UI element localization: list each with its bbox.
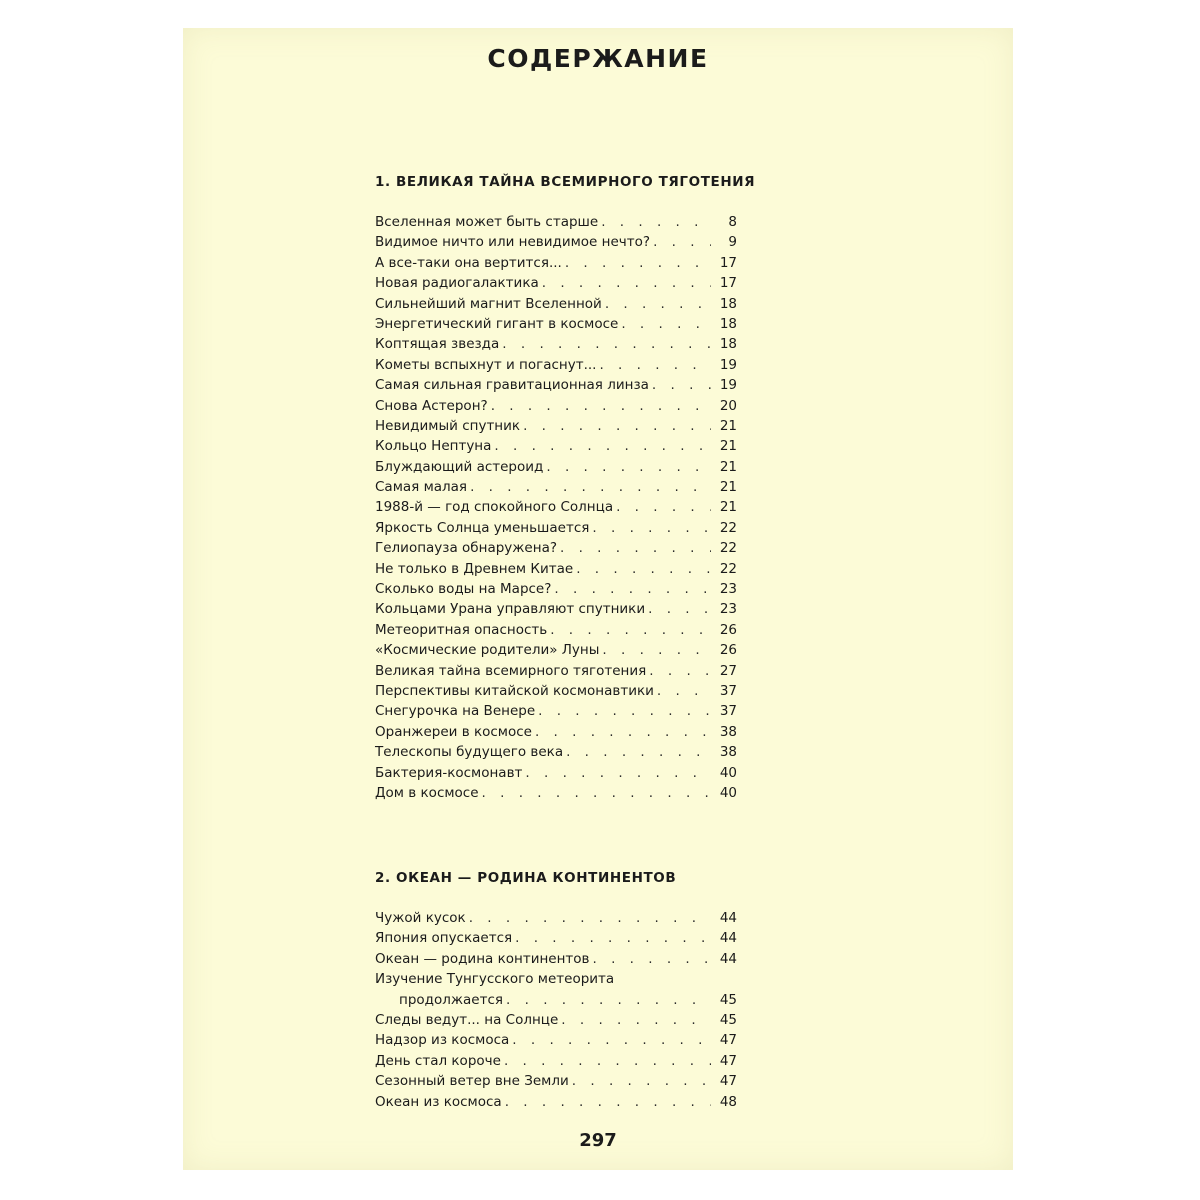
toc-entry — [375, 1071, 737, 1091]
dot-leader — [491, 396, 711, 416]
toc-entry — [375, 1030, 737, 1050]
page-title: СОДЕРЖАНИЕ — [487, 44, 709, 73]
toc-entry-page: 21 — [719, 438, 737, 455]
toc-entry-title: Новая радиогалактика — [375, 275, 539, 292]
toc-entry-title: Блуждающий астероид — [375, 458, 544, 475]
dot-leader — [538, 701, 711, 721]
dot-leader — [566, 742, 711, 762]
dot-leader — [648, 599, 711, 619]
toc-entry — [375, 538, 737, 558]
toc-entry — [375, 253, 737, 273]
toc-entry — [375, 579, 737, 599]
dot-leader — [542, 273, 711, 293]
dot-leader — [602, 640, 711, 660]
toc-entry-page: 44 — [719, 950, 737, 967]
dot-leader — [494, 436, 711, 456]
toc-entry-page: 45 — [719, 1011, 737, 1028]
dot-leader — [576, 559, 711, 579]
toc-entry-title: Самая малая — [375, 479, 468, 496]
toc-entry-page: 19 — [719, 377, 737, 394]
toc-section-2 — [375, 868, 737, 1112]
section-heading: 2. ОКЕАН — РОДИНА КОНТИНЕНТОВ — [375, 870, 677, 886]
toc-entry-page: 47 — [719, 1073, 737, 1090]
dot-leader — [653, 232, 711, 252]
dot-leader — [515, 928, 711, 948]
toc-entry — [375, 355, 737, 375]
toc-entry — [375, 701, 737, 721]
toc-entry-page: 22 — [719, 540, 737, 557]
toc-entry-page: 22 — [719, 519, 737, 536]
toc-entry-page: 20 — [719, 397, 737, 414]
toc-entry-page: 37 — [719, 682, 737, 699]
toc-entry-title: Кольцами Урана управляют спутники — [375, 601, 646, 618]
toc-entry-page: 40 — [719, 784, 737, 801]
toc-entry-page: 18 — [719, 336, 737, 353]
toc-entry-page: 48 — [719, 1093, 737, 1110]
toc-entry-title: Сезонный ветер вне Земли — [375, 1073, 569, 1090]
toc-entry-title: Яркость Солнца уменьшается — [375, 519, 590, 536]
toc-entry-page: 21 — [719, 479, 737, 496]
toc-entry — [375, 1051, 737, 1071]
dot-leader — [605, 294, 711, 314]
toc-entry-title: Сильнейший магнит Вселенной — [375, 295, 602, 312]
toc-entry — [375, 375, 737, 395]
toc-entry-title: Дом в космосе — [375, 784, 479, 801]
toc-entry-title: Метеоритная опасность — [375, 621, 548, 638]
toc-entry — [375, 396, 737, 416]
toc-entries — [375, 212, 737, 803]
dot-leader — [565, 253, 711, 273]
toc-entry-page: 47 — [719, 1032, 737, 1049]
toc-entry-title-cont: продолжается — [399, 991, 504, 1008]
dot-leader — [572, 1071, 711, 1091]
toc-entry-title: Великая тайна всемирного тяготения — [375, 662, 647, 679]
toc-entry-page: 8 — [728, 214, 737, 230]
toc-entry-title: 1988-й — год спокойного Солнца — [375, 499, 614, 516]
toc-entry-title: Следы ведут... на Солнце — [375, 1011, 559, 1028]
toc-entry — [375, 620, 737, 640]
toc-entry-title: Изучение Тунгусского метеорита — [375, 971, 615, 988]
toc-entry-page: 22 — [719, 560, 737, 577]
toc-entry — [375, 457, 737, 477]
toc-entry-title: Перспективы китайской космонавтики — [375, 682, 654, 699]
toc-entry-title: Коптящая звезда — [375, 336, 500, 353]
toc-entry-title: Оранжереи в космосе — [375, 723, 532, 740]
toc-entry-page: 18 — [719, 315, 737, 332]
toc-entry-title: Снова Астерон? — [375, 397, 488, 414]
toc-entry-title: Снегурочка на Венере — [375, 703, 536, 720]
toc-entry — [375, 518, 737, 538]
toc-entry-title: Энергетический гигант в космосе — [375, 315, 619, 332]
toc-entry — [375, 949, 737, 969]
toc-entry — [375, 1092, 737, 1112]
toc-entry-page: 21 — [719, 458, 737, 475]
toc-entry-title: Япония опускается — [375, 930, 513, 947]
dot-leader — [621, 314, 711, 334]
toc-entry — [375, 742, 737, 762]
dot-leader — [601, 212, 711, 232]
toc-entry-title: Океан — родина континентов — [375, 950, 590, 967]
toc-entry-page: 21 — [719, 417, 737, 434]
toc-entry — [375, 559, 737, 579]
dot-leader — [506, 990, 711, 1010]
toc-entry — [375, 661, 737, 681]
toc-entry — [375, 722, 737, 742]
toc-entry-title: Телескопы будущего века — [375, 744, 564, 761]
toc-entry-page: 17 — [719, 275, 737, 292]
dot-leader — [657, 681, 711, 701]
dot-leader — [550, 620, 711, 640]
page-number: 297 — [579, 1130, 617, 1151]
toc-entry — [375, 212, 737, 232]
toc-entry-page: 38 — [719, 723, 737, 740]
toc-entry-title: Самая сильная гравитационная линза — [375, 377, 649, 394]
toc-entry-page: 44 — [719, 930, 737, 947]
dot-leader — [535, 722, 711, 742]
toc-entry-title: Не только в Древнем Китае — [375, 560, 574, 577]
toc-entry-title: Чужой кусок — [375, 910, 466, 926]
dot-leader — [599, 355, 711, 375]
toc-entry-title: Гелиопауза обнаружена? — [375, 540, 558, 557]
dot-leader — [512, 1030, 711, 1050]
toc-entry-title: А все-таки она вертится... — [375, 254, 562, 271]
toc-entry — [375, 681, 737, 701]
toc-entry-title: Невидимый спутник — [375, 417, 521, 434]
toc-entry-page: 18 — [719, 295, 737, 312]
dot-leader — [652, 375, 711, 395]
toc-entry — [375, 314, 737, 334]
dot-leader — [505, 1092, 711, 1112]
toc-entry-page: 19 — [719, 356, 737, 373]
dot-leader — [525, 763, 711, 783]
dot-leader — [502, 334, 711, 354]
toc-entry-page: 38 — [719, 744, 737, 761]
toc-entry — [375, 334, 737, 354]
toc-entry-page: 26 — [719, 621, 737, 638]
dot-leader — [554, 579, 711, 599]
toc-entry-page: 23 — [719, 581, 737, 598]
toc-entry-title: Вселенная может быть старше — [375, 214, 599, 230]
dot-leader — [649, 661, 711, 681]
toc-entry-title: Видимое ничто или невидимое нечто? — [375, 234, 651, 251]
toc-entry — [375, 294, 737, 314]
toc-entry — [375, 908, 737, 928]
toc-entry — [375, 969, 737, 1010]
toc-entry — [375, 928, 737, 948]
toc-entry — [375, 273, 737, 293]
book-page — [183, 28, 1013, 1170]
toc-entry-page: 47 — [719, 1052, 737, 1069]
toc-entry — [375, 783, 737, 803]
toc-entry-page: 9 — [728, 234, 737, 251]
dot-leader — [560, 538, 711, 558]
toc-entry-page: 21 — [719, 499, 737, 516]
toc-entry — [375, 416, 737, 436]
toc-section-1 — [375, 172, 756, 803]
dot-leader — [561, 1010, 711, 1030]
dot-leader — [523, 416, 711, 436]
toc-entry-title: Кольцо Нептуна — [375, 438, 492, 455]
section-heading: 1. ВЕЛИКАЯ ТАЙНА ВСЕМИРНОГО ТЯГОТЕНИЯ — [375, 174, 756, 190]
toc-entry — [375, 1010, 737, 1030]
toc-entry-continuation — [375, 990, 737, 1010]
table-of-contents — [183, 28, 1013, 1170]
dot-leader — [616, 497, 711, 517]
toc-entry — [375, 640, 737, 660]
toc-entry-page: 45 — [719, 991, 737, 1008]
dot-leader — [593, 949, 711, 969]
toc-entry-page: 23 — [719, 601, 737, 618]
toc-entry-page: 17 — [719, 254, 737, 271]
toc-entry-title: «Космические родители» Луны — [375, 642, 600, 659]
dot-leader — [592, 518, 711, 538]
toc-entries — [375, 908, 737, 1112]
toc-entry-page: 37 — [719, 703, 737, 720]
dot-leader — [470, 477, 711, 497]
toc-entry — [375, 436, 737, 456]
toc-entry-title: Бактерия-космонавт — [375, 764, 523, 781]
toc-entry-title: Надзор из космоса — [375, 1032, 510, 1049]
toc-entry-page: 40 — [719, 764, 737, 781]
dot-leader — [482, 783, 711, 803]
toc-entry-title: Кометы вспыхнут и погаснут... — [375, 356, 597, 373]
toc-entry-page: 27 — [719, 662, 737, 679]
dot-leader — [469, 908, 711, 928]
toc-entry — [375, 497, 737, 517]
toc-entry — [375, 599, 737, 619]
toc-entry — [375, 763, 737, 783]
toc-entry-title: День стал короче — [375, 1052, 501, 1069]
toc-entry-title: Сколько воды на Марсе? — [375, 581, 552, 598]
toc-entry — [375, 477, 737, 497]
toc-entry-title: Океан из космоса — [375, 1093, 502, 1110]
toc-entry-page: 26 — [719, 642, 737, 659]
dot-leader — [504, 1051, 711, 1071]
toc-entry-page: 44 — [719, 910, 737, 926]
toc-entry — [375, 232, 737, 252]
dot-leader — [546, 457, 711, 477]
